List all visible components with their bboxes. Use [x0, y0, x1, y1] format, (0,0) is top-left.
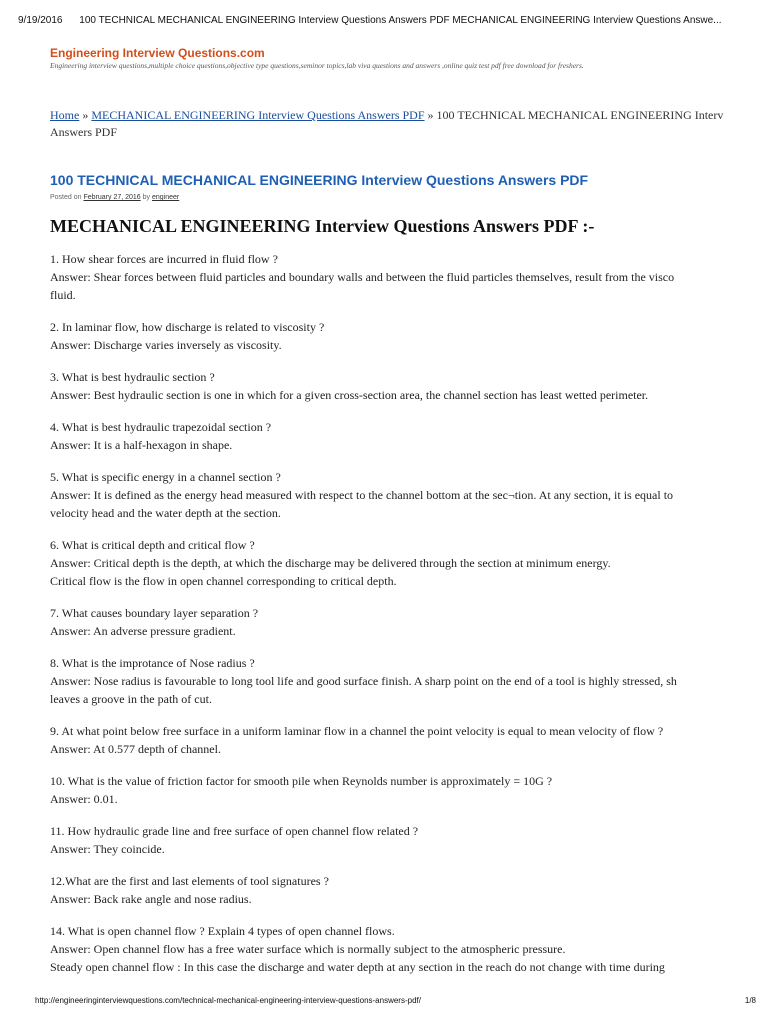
- answer-text: Answer: Discharge varies inversely as viscosity.: [50, 338, 282, 352]
- breadcrumb-current: 100 TECHNICAL MECHANICAL ENGINEERING Interv: [436, 108, 724, 122]
- answer-text: Answer: At 0.577 depth of channel.: [50, 742, 221, 756]
- posted-on-label: Posted on: [50, 194, 82, 201]
- post-title[interactable]: 100 TECHNICAL MECHANICAL ENGINEERING Interview Questions Answers PDF: [50, 172, 589, 188]
- qa-item: [50, 250, 733, 304]
- breadcrumb-separator: »: [427, 108, 434, 122]
- qa-item: [50, 822, 733, 858]
- by-label: by: [142, 194, 151, 201]
- question-text: 4. What is best hydraulic trapezoidal section ?: [50, 420, 272, 434]
- print-page-title: 100 TECHNICAL MECHANICAL ENGINEERING Interview Questions Answers PDF MECHANICAL ENGINEERING Interview Questions Answe...: [79, 15, 722, 26]
- print-footer-url: http://engineeringinterviewquestions.com/technical-mechanical-engineering-interview-questions-answers-pdf/: [35, 996, 421, 1005]
- answer-text: Answer: Best hydraulic section is one in which for a given cross-section area, the channel section has least wetted perimeter.: [50, 388, 649, 402]
- question-text: 14. What is open channel flow ? Explain 4 types of open channel flows.: [50, 924, 395, 938]
- answer-text: Critical flow is the flow in open channel corresponding to critical depth.: [50, 574, 397, 588]
- qa-item: [50, 318, 733, 354]
- qa-item: [50, 368, 733, 404]
- qa-item: [50, 418, 733, 454]
- question-text: 11. How hydraulic grade line and free surface of open channel flow related ?: [50, 824, 419, 838]
- site-title-link[interactable]: Engineering Interview Questions.com: [50, 46, 265, 60]
- answer-text: Answer: Critical depth is the depth, at which the discharge may be delivered through the section at minimum energy.: [50, 556, 611, 570]
- site-tagline: Engineering interview questions,multiple choice questions,objective type questions,seminor topics,lab viva questions and answers ,online quiz test pdf free download for freshers.: [50, 61, 584, 70]
- answer-text: Answer: Nose radius is favourable to long tool life and good surface finish. A sharp point on the end of a tool is highly stressed, sh: [50, 674, 677, 688]
- answer-text: Answer: It is defined as the energy head measured with respect to the channel bottom at the sec¬tion. At any section, it is equal to: [50, 488, 674, 502]
- page-number: 1/8: [744, 996, 756, 1005]
- content-heading: MECHANICAL ENGINEERING Interview Questions Answers PDF :-: [50, 216, 595, 236]
- qa-item: [50, 922, 733, 976]
- author-link[interactable]: engineer: [152, 194, 180, 201]
- question-text: 12.What are the first and last elements of tool signatures ?: [50, 874, 329, 888]
- question-text: 7. What causes boundary layer separation ?: [50, 606, 259, 620]
- question-text: 5. What is specific energy in a channel section ?: [50, 470, 281, 484]
- answer-text: leaves a groove in the path of cut.: [50, 692, 212, 706]
- answer-text: Answer: Shear forces between fluid particles and boundary walls and between the fluid particles themselves, result from the visco: [50, 270, 675, 284]
- question-text: 10. What is the value of friction factor for smooth pile when Reynolds number is approximately = 10G ?: [50, 774, 553, 788]
- question-text: 8. What is the improtance of Nose radius ?: [50, 656, 255, 670]
- question-text: 3. What is best hydraulic section ?: [50, 370, 215, 384]
- answer-text: Answer: Back rake angle and nose radius.: [50, 892, 252, 906]
- qa-item: [50, 536, 733, 590]
- breadcrumb-category-link[interactable]: MECHANICAL ENGINEERING Interview Questions Answers PDF: [91, 108, 425, 122]
- qa-item: [50, 772, 733, 808]
- qa-item: [50, 872, 733, 908]
- answer-text: Answer: An adverse pressure gradient.: [50, 624, 236, 638]
- print-header: [18, 15, 758, 26]
- breadcrumb-separator: »: [82, 108, 89, 122]
- breadcrumb: [50, 107, 735, 141]
- qa-list: [50, 250, 733, 990]
- breadcrumb-home-link[interactable]: Home: [50, 108, 80, 122]
- answer-text: Answer: It is a half-hexagon in shape.: [50, 438, 233, 452]
- answer-text: fluid.: [50, 288, 76, 302]
- qa-item: [50, 722, 733, 758]
- question-text: 1. How shear forces are incurred in fluid flow ?: [50, 252, 278, 266]
- qa-item: [50, 604, 733, 640]
- question-text: 6. What is critical depth and critical flow ?: [50, 538, 255, 552]
- qa-item: [50, 468, 733, 522]
- answer-text: velocity head and the water depth at the section.: [50, 506, 281, 520]
- answer-text: Answer: They coincide.: [50, 842, 165, 856]
- print-date: 9/19/2016: [18, 15, 63, 26]
- answer-text: Steady open channel flow : In this case the discharge and water depth at any section in the reach do not change with time during: [50, 960, 665, 974]
- breadcrumb-current-continued: Answers PDF: [50, 125, 118, 139]
- answer-text: Answer: Open channel flow has a free water surface which is normally subject to the atmospheric pressure.: [50, 942, 566, 956]
- question-text: 9. At what point below free surface in a uniform laminar flow in a channel the point velocity is equal to mean velocity of flow ?: [50, 724, 664, 738]
- qa-item: [50, 654, 733, 708]
- post-date-link[interactable]: February 27, 2016: [83, 194, 141, 201]
- post-meta: [50, 194, 179, 201]
- question-text: 2. In laminar flow, how discharge is related to viscosity ?: [50, 320, 325, 334]
- answer-text: Answer: 0.01.: [50, 792, 118, 806]
